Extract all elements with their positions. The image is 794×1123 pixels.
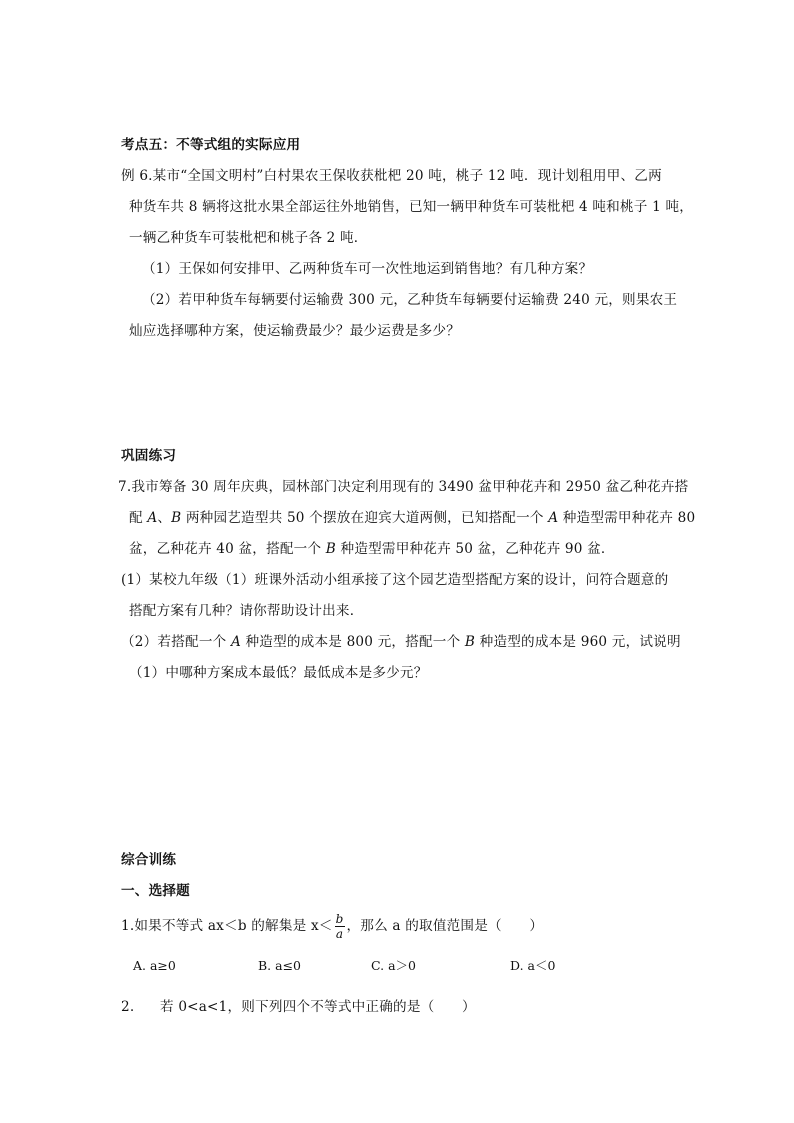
example-line: 一辆乙种货车可装枇杷和桃子各 2 吨． (129, 230, 368, 246)
fraction-b-over-a: $\frac{b}{a}$ (335, 912, 344, 941)
problem-question: （2）若搭配一个 A 种造型的成本是 800 元，搭配一个 B 种造型的成本是 960 元，试说明 (121, 634, 681, 650)
example-line: 例 6.某市“全国文明村”白村果农王保收获枇杷 20 吨，桃子 12 吨．现计划租用甲、乙两 (121, 168, 662, 184)
section-title: 考点五：不等式组的实际应用 (121, 137, 301, 153)
option-b: B. a≤0 (258, 958, 302, 973)
example-line: 种货车共 8 辆将这批水果全部运往外地销售，已知一辆甲种货车可装枇杷 4 吨和桃子 1 吨， (129, 199, 694, 215)
problem-line: 配 A、B 两种园艺造型共 50 个摆放在迎宾大道两侧，已知搭配一个 A 种造型需甲种花卉 80 (129, 510, 696, 526)
question-2-text: 若 0<a<1，则下列四个不等式中正确的是（ ） (160, 999, 476, 1015)
option-c: C. a＞0 (371, 958, 416, 973)
choice-section-title: 一、选择题 (121, 883, 190, 899)
problem-question: (1）某校九年级（1）班课外活动小组承接了这个园艺造型搭配方案的设计，问符合题意的 (121, 572, 669, 588)
question-1: 1.如果不等式 ax＜b 的解集是 x＜ $\frac{b}{a}$ ，那么 a 的取值范围是（ ） (121, 912, 544, 941)
question-2-number: 2. (121, 999, 135, 1015)
example-question: （1）王保如何安排甲、乙两种货车可一次性地运到销售地？有几种方案？ (142, 261, 593, 277)
example-question: （2）若甲种货车每辆要付运输费 300 元，乙种货车每辆要付运输费 240 元，则果农王 (142, 292, 678, 308)
problem-line: 7.我市筹备 30 周年庆典，园林部门决定利用现有的 3490 盆甲种花卉和 2950 盆乙种花卉搭 (118, 479, 689, 495)
option-a: A. a≥0 (133, 958, 176, 973)
option-d: D. a＜0 (510, 958, 556, 973)
problem-question: 搭配方案有几种？请你帮助设计出来． (129, 603, 364, 619)
comprehensive-title: 综合训练 (121, 852, 177, 868)
problem-line: 盆，乙种花卉 40 盆，搭配一个 B 种造型需甲种花卉 50 盆，乙种花卉 90 盆． (129, 541, 615, 557)
example-question: 灿应选择哪种方案，使运输费最少？最少运费是多少？ (129, 323, 461, 339)
practice-title: 巩固练习 (121, 448, 177, 464)
problem-question: （1）中哪种方案成本最低？最低成本是多少元？ (129, 665, 428, 681)
